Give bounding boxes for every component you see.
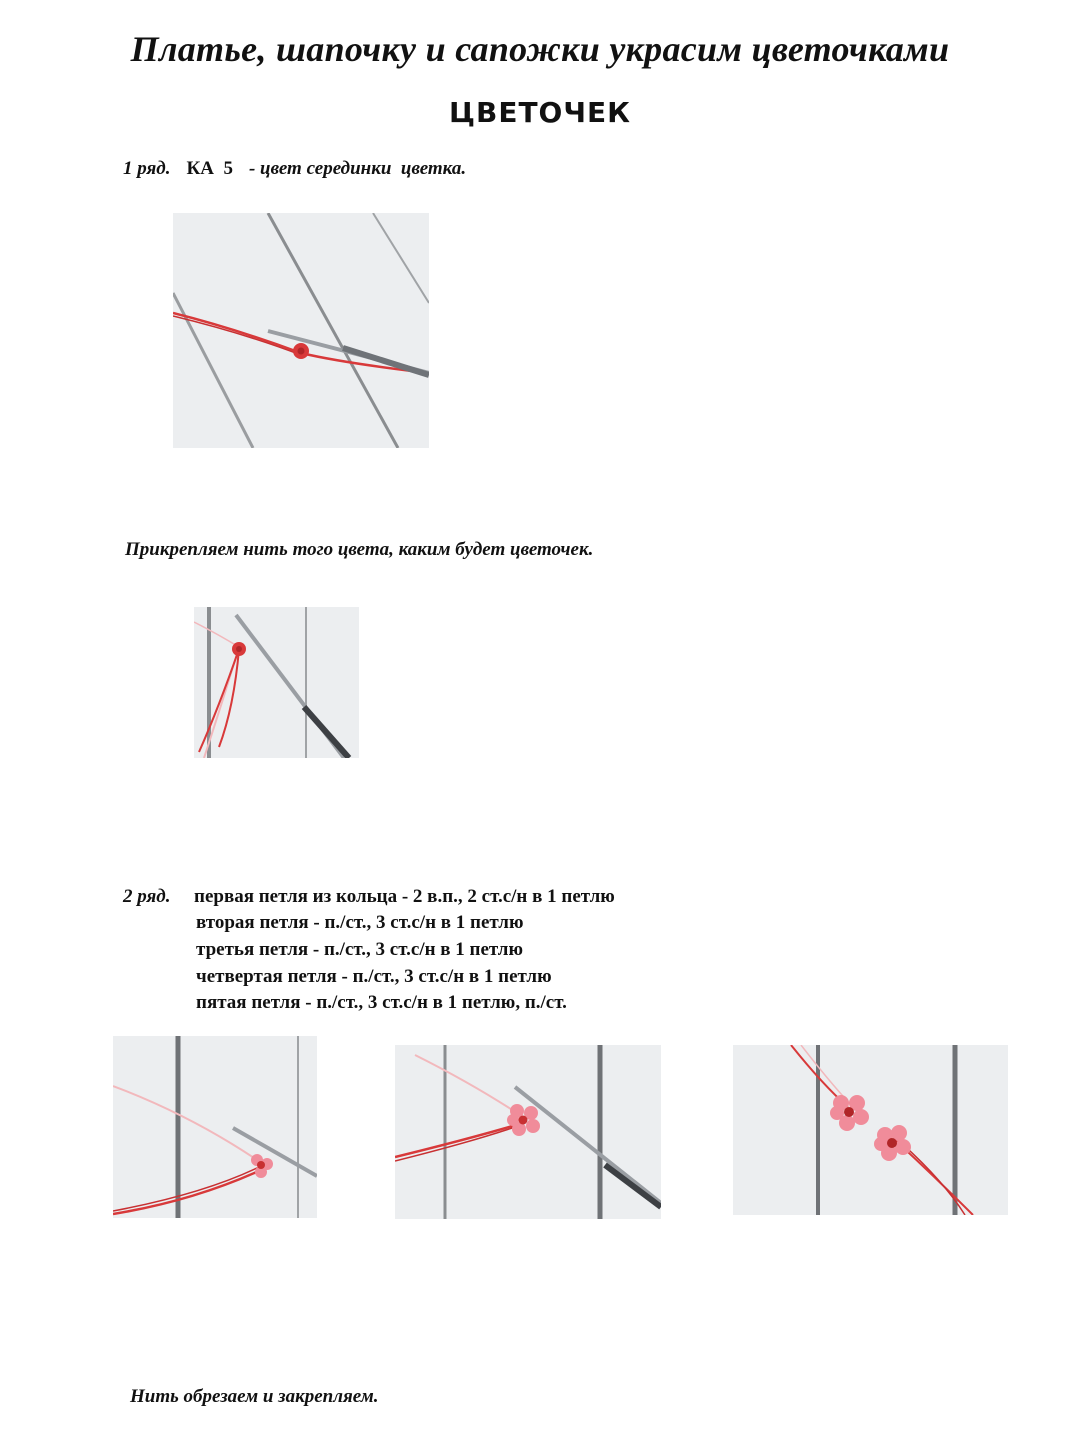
row2-line-2: вторая петля - п./ст., 3 ст.с/н в 1 петлю — [196, 912, 524, 933]
row2-line-4: четвертая петля - п./ст., 3 ст.с/н в 1 петлю — [196, 966, 552, 987]
photo-attach-thread — [194, 607, 359, 758]
row2-label: 2 ряд. — [123, 886, 171, 907]
photo-finished-flowers — [733, 1045, 1008, 1215]
photo-flower-on-hook — [395, 1045, 661, 1219]
row2-line-3: третья петля - п./ст., 3 ст.с/н в 1 петлю — [196, 939, 523, 960]
photo-first-petal — [113, 1036, 317, 1218]
row1-instruction — [123, 158, 466, 180]
row2-line-5: пятая петля - п./ст., 3 ст.с/н в 1 петлю, п./ст. — [196, 992, 567, 1013]
finish-text: Нить обрезаем и закрепляем. — [130, 1386, 379, 1407]
row1-note: - цвет серединки цветка. — [248, 158, 467, 179]
page-title: Платье, шапочку и сапожки украсим цветочками — [130, 29, 950, 69]
photo-ring-on-hook — [173, 213, 429, 448]
row2-line-1: первая петля из кольца - 2 в.п., 2 ст.с/н в 1 петлю — [194, 886, 615, 907]
section-title: ЦВЕТОЧЕК — [449, 96, 631, 129]
row1-label: 1 ряд. — [123, 158, 171, 179]
row1-stitches: КА 5 — [186, 158, 233, 179]
attach-thread-text: Прикрепляем нить того цвета, каким будет цветочек. — [125, 539, 594, 560]
